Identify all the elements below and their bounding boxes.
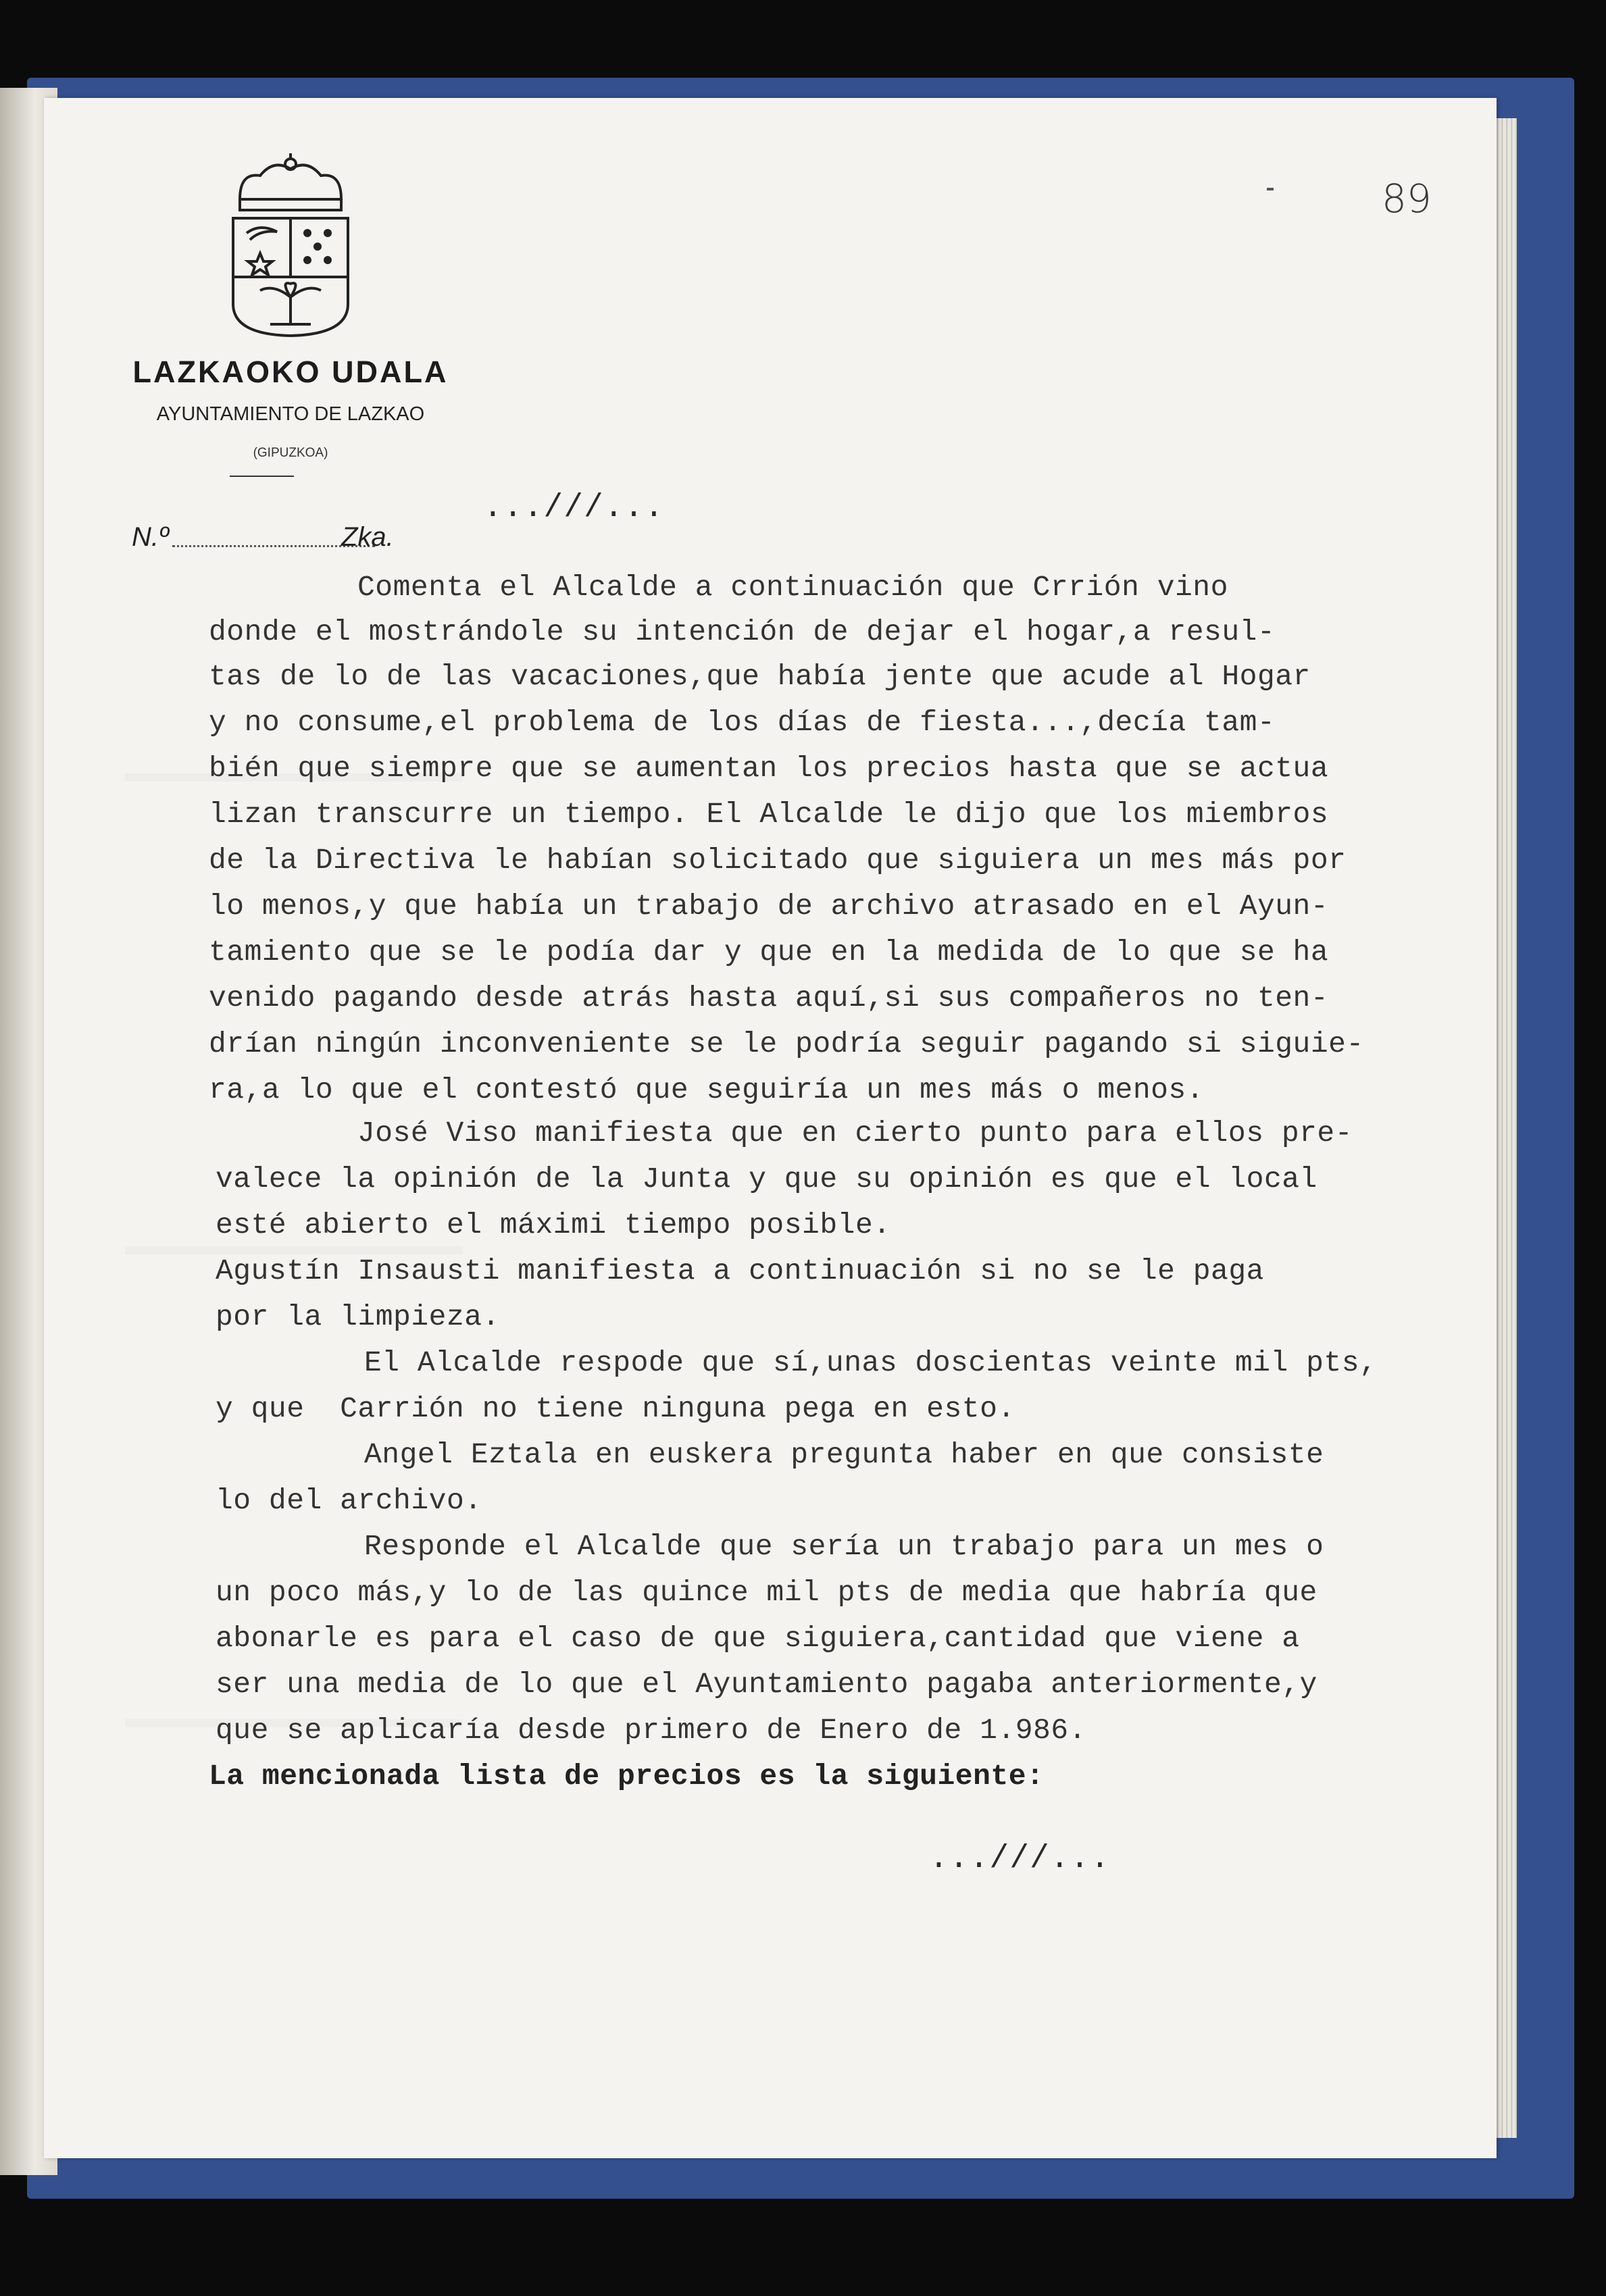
text-line: lo del archivo. bbox=[216, 1484, 482, 1517]
document-page bbox=[44, 98, 1497, 2158]
text-line: tas de lo de las vacaciones,que había jente que acude al Hogar bbox=[209, 660, 1311, 693]
text-line: Angel Eztala en euskera pregunta haber en que consiste bbox=[364, 1438, 1324, 1471]
text-line: bién que siempre que se aumentan los precios hasta que se actua bbox=[209, 752, 1329, 785]
bleed-through bbox=[125, 1246, 463, 1254]
organization-name: LAZKAOKO UDALA bbox=[132, 355, 449, 389]
text-line: ra,a lo que el contestó que seguiría un mes más o menos. bbox=[209, 1073, 1205, 1106]
text-line: El Alcalde respode que sí,unas doscientas veinte mil pts, bbox=[364, 1346, 1378, 1379]
text-line: valece la opinión de la Junta y que su opinión es que el local bbox=[216, 1163, 1318, 1196]
text-line: venido pagando desde atrás hasta aquí,si sus compañeros no ten- bbox=[209, 981, 1329, 1015]
text-line: esté abierto el máximi tiempo posible. bbox=[216, 1208, 891, 1242]
text-line: drían ningún inconveniente se le podría seguir pagando si siguie- bbox=[209, 1027, 1364, 1061]
separator-top: ...///... bbox=[483, 490, 665, 526]
text-line: y no consume,el problema de los días de fiesta...,decía tam- bbox=[209, 706, 1276, 739]
text-line: Responde el Alcalde que sería un trabajo para un mes o bbox=[364, 1530, 1324, 1563]
text-line: y que Carrión no tiene ninguna pega en esto. bbox=[216, 1392, 1015, 1425]
separator-bottom: ...///... bbox=[929, 1841, 1111, 1877]
text-line: un poco más,y lo de las quince mil pts de media que habría que bbox=[216, 1576, 1318, 1609]
text-line: José Viso manifiesta que en cierto punto para ellos pre- bbox=[357, 1117, 1353, 1150]
text-line: por la limpieza. bbox=[216, 1300, 500, 1333]
text-line: tamiento que se le podía dar y que en la medida de lo que se ha bbox=[209, 936, 1329, 969]
text-line: donde el mostrándole su intención de dejar el hogar,a resul- bbox=[209, 615, 1276, 648]
text-line: ser una media de lo que el Ayuntamiento pagaba anteriormente,y bbox=[216, 1668, 1318, 1701]
number-label: N.º bbox=[132, 522, 169, 552]
text-line: lo menos,y que había un trabajo de archivo atrasado en el Ayun- bbox=[209, 890, 1329, 923]
header-divider bbox=[230, 476, 294, 477]
margin-mark bbox=[1267, 188, 1274, 190]
text-line: abonarle es para el caso de que siguiera,cantidad que viene a bbox=[216, 1622, 1300, 1655]
text-line: de la Directiva le habían solicitado que siguiera un mes más por bbox=[209, 844, 1347, 877]
text-line: Comenta el Alcalde a continuación que Crrión vino bbox=[357, 571, 1228, 604]
organization-province: (GIPUZKOA) bbox=[253, 446, 328, 460]
coat-of-arms-icon bbox=[213, 152, 368, 341]
text-line: Agustín Insausti manifiesta a continuación si no se le paga bbox=[216, 1254, 1264, 1287]
page-number: 89 bbox=[1382, 176, 1432, 222]
zka-label: Zka. bbox=[341, 522, 394, 552]
organization-subtitle: AYUNTAMIENTO DE LAZKAO bbox=[156, 403, 425, 425]
text-line: que se aplicaría desde primero de Enero de 1.986. bbox=[216, 1714, 1086, 1747]
text-line: La mencionada lista de precios es la siguiente: bbox=[209, 1760, 1045, 1793]
text-line: lizan transcurre un tiempo. El Alcalde le dijo que los miembros bbox=[209, 798, 1329, 831]
